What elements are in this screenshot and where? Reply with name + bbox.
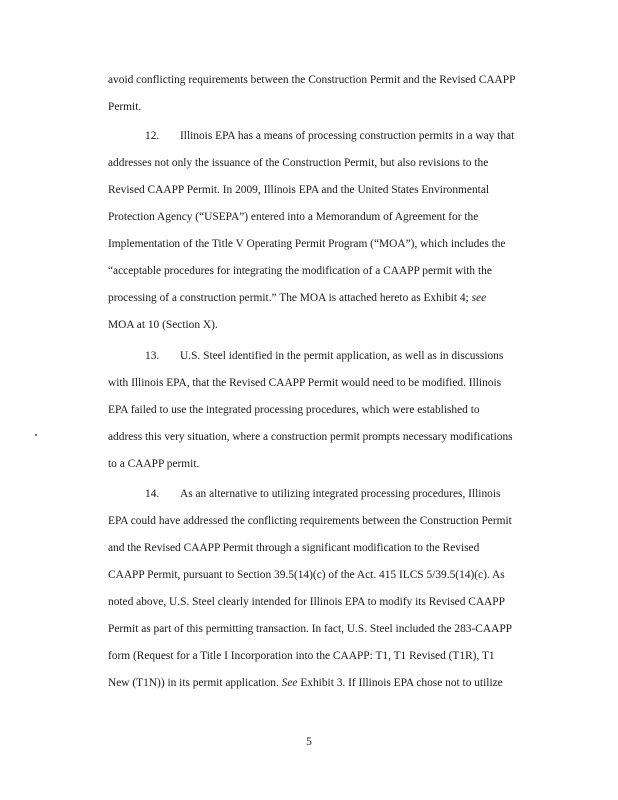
body-line: with Illinois EPA, that the Revised CAAPP Permit would need to be modified. Illinois xyxy=(108,377,502,389)
body-line: “acceptable procedures for integrating the modification of a CAAPP permit with the xyxy=(108,265,492,277)
body-line: noted above, U.S. Steel clearly intended for Illinois EPA to modify its Revised CAAPP xyxy=(108,596,505,608)
body-line: and the Revised CAAPP Permit through a significant modification to the Revised xyxy=(108,542,480,554)
citation-signal: see xyxy=(471,292,487,304)
citation-signal: See xyxy=(281,677,298,689)
body-line: Protection Agency (“USEPA”) entered into a Memorandum of Agreement for the xyxy=(108,211,479,223)
body-line: avoid conflicting requirements between the Construction Permit and the Revised CAAPP xyxy=(108,74,516,86)
body-line xyxy=(108,676,503,690)
paragraph-first-line: U.S. Steel identified in the permit application, as well as in discussions xyxy=(180,350,504,362)
body-line: to a CAAPP permit. xyxy=(108,458,200,470)
line-text: processing of a construction permit.” The MOA is attached hereto as Exhibit 4; xyxy=(108,292,472,304)
body-line xyxy=(108,291,486,305)
scan-artifact xyxy=(35,434,37,436)
body-line: address this very situation, where a construction permit prompts necessary modifications xyxy=(108,431,513,443)
line-text: Exhibit 3. If Illinois EPA chose not to utilize xyxy=(297,677,503,689)
body-line: Permit. xyxy=(108,101,142,113)
page-number: 5 xyxy=(306,736,312,748)
body-line: addresses not only the issuance of the Construction Permit, but also revisions to the xyxy=(108,157,489,169)
body-line: Revised CAAPP Permit. In 2009, Illinois EPA and the United States Environmental xyxy=(108,184,490,196)
body-line: form (Request for a Title I Incorporation into the CAAPP: T1, T1 Revised (T1R), T1 xyxy=(108,650,495,662)
body-line: Implementation of the Title V Operating Permit Program (“MOA”), which includes the xyxy=(108,238,506,250)
body-line: EPA failed to use the integrated processing procedures, which were established to xyxy=(108,404,480,416)
line-text: New (T1N)) in its permit application. xyxy=(108,677,282,689)
body-line: Permit as part of this permitting transaction. In fact, U.S. Steel included the 283-CAAPP xyxy=(108,623,512,635)
body-line: EPA could have addressed the conflicting requirements between the Construction Permit xyxy=(108,515,512,527)
body-line: MOA at 10 (Section X). xyxy=(108,319,218,331)
paragraph-number: 12. xyxy=(145,130,160,142)
paragraph-number: 14. xyxy=(145,488,160,500)
paragraph-first-line: Illinois EPA has a means of processing construction permits in a way that xyxy=(180,130,515,142)
body-line: CAAPP Permit, pursuant to Section 39.5(14)(c) of the Act. 415 ILCS 5/39.5(14)(c). As xyxy=(108,569,505,581)
paragraph-number: 13. xyxy=(145,350,160,362)
paragraph-first-line: As an alternative to utilizing integrated processing procedures, Illinois xyxy=(180,488,501,500)
